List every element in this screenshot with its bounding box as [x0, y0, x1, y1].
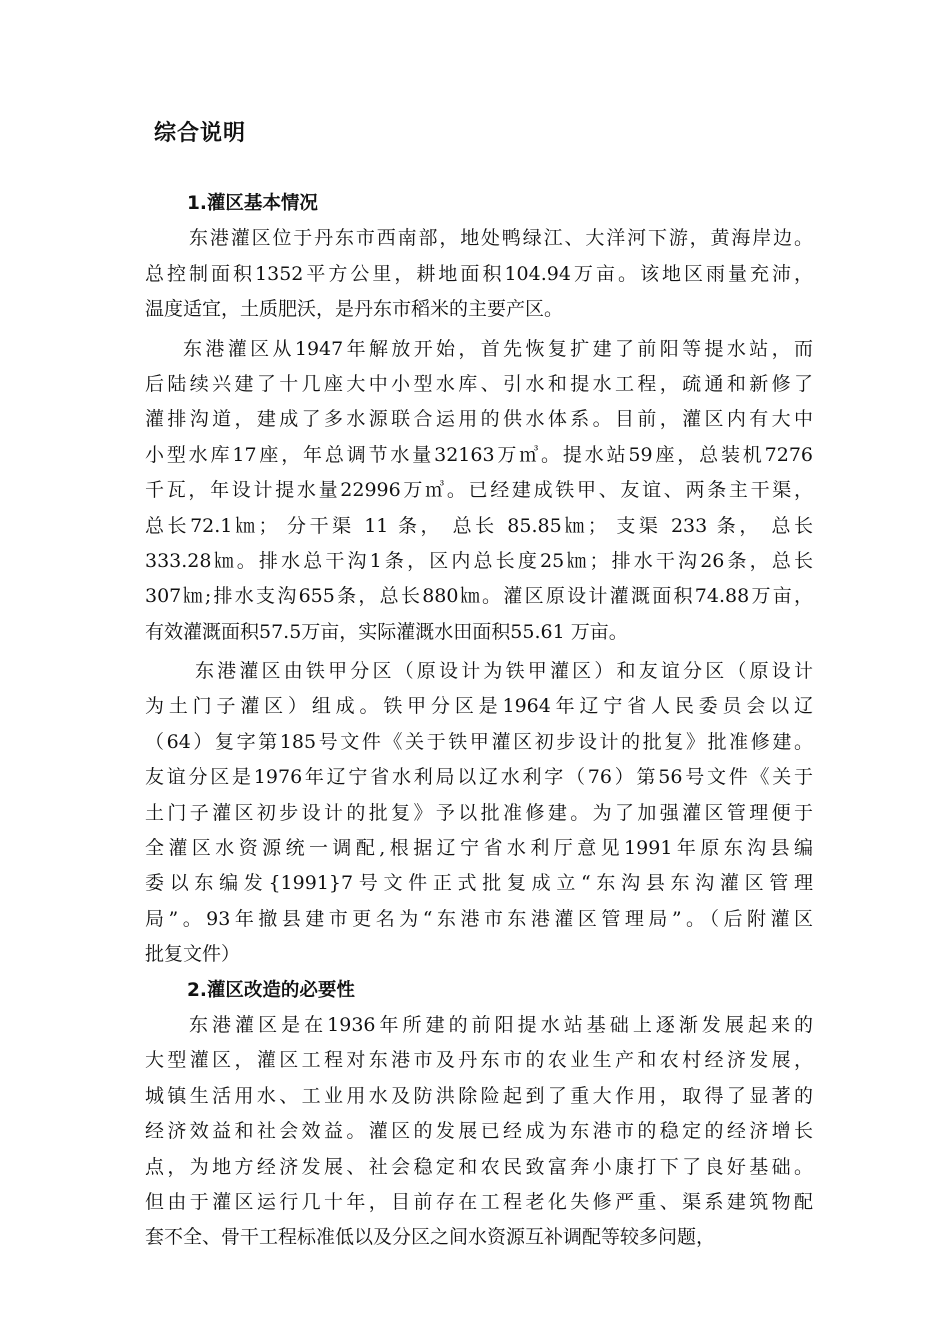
- paragraph-line: 东港灌区从1947年解放开始，首先恢复扩建了前阳等提水站，而: [183, 337, 813, 360]
- paragraph-line: 友谊分区是1976年辽宁省水利局以辽水利字（76）第56号文件《关于: [145, 766, 813, 789]
- paragraph-line: （64）复字第185号文件《关于铁甲灌区初步设计的批复》批准修建。: [145, 730, 813, 753]
- paragraph-line: 点，为地方经济发展、社会稳定和农民致富奔小康打下了良好基础。: [145, 1155, 813, 1178]
- section-heading: 1.灌区基本情况: [187, 193, 318, 214]
- paragraph-line: 333.28㎞。排水总干沟1条，区内总长度25㎞；排水干沟26条，总长: [145, 549, 813, 572]
- paragraph-line: 东港灌区位于丹东市西南部，地处鸭绿江、大洋河下游，黄海岸边。: [189, 227, 813, 250]
- section-heading: 2.灌区改造的必要性: [187, 979, 355, 1001]
- paragraph-line: 东港灌区是在1936年所建的前阳提水站基础上逐渐发展起来的: [189, 1014, 813, 1037]
- paragraph-line: 城镇生活用水、工业用水及防洪除险起到了重大作用，取得了显著的: [145, 1084, 813, 1107]
- paragraph-line: 东港灌区由铁甲分区（原设计为铁甲灌区）和友谊分区（原设计: [195, 660, 813, 683]
- paragraph-line: 温度适宜，土质肥沃，是丹东市稻米的主要产区。: [145, 298, 564, 321]
- paragraph-line: 307㎞;排水支沟655条，总长880㎞。灌区原设计灌溉面积74.88万亩，: [145, 585, 813, 608]
- paragraph: [145, 221, 813, 327]
- paragraph-line: 总控制面积1352平方公里，耕地面积104.94万亩。该地区雨量充沛，: [145, 262, 813, 285]
- paragraph-line: 后陆续兴建了十几座大中小型水库、引水和提水工程，疏通和新修了: [145, 372, 813, 395]
- paragraph: [145, 1008, 813, 1256]
- paragraph-line: 套不全、骨干工程标准低以及分区之间水资源互补调配等较多问题，: [145, 1226, 716, 1249]
- paragraph: [145, 654, 813, 973]
- paragraph-line: 大型灌区，灌区工程对东港市及丹东市的农业生产和农村经济发展，: [145, 1049, 813, 1072]
- paragraph-line: 经济效益和社会效益。灌区的发展已经成为东港市的稳定的经济增长: [145, 1120, 813, 1143]
- document-body: [145, 186, 813, 1256]
- paragraph-line: 有效灌溉面积57.5万亩，实际灌溉水田面积55.61 万亩。: [145, 620, 628, 643]
- paragraph-line: 全灌区水资源统一调配,根据辽宁省水利厅意见1991年原东沟县编: [145, 837, 813, 860]
- paragraph-line: 为土门子灌区）组成。铁甲分区是1964年辽宁省人民委员会以辽: [145, 695, 813, 718]
- paragraph-line: 千瓦，年设计提水量22996万㎥。已经建成铁甲、友谊、两条主干渠，: [145, 479, 813, 502]
- paragraph-line: 但由于灌区运行几十年，目前存在工程老化失修严重、渠系建筑物配: [145, 1190, 813, 1213]
- document-title: 综合说明: [154, 121, 247, 146]
- paragraph-line: 灌排沟道，建成了多水源联合运用的供水体系。目前，灌区内有大中: [145, 408, 813, 431]
- paragraph-line: 土门子灌区初步设计的批复》予以批准修建。为了加强灌区管理便于: [145, 801, 813, 824]
- paragraph-line: 局”。93年撤县建市更名为“东港市东港灌区管理局”。（后附灌区: [145, 907, 813, 930]
- paragraph-line: 小型水库17座，年总调节水量32163万㎥。提水站59座，总装机7276: [145, 443, 813, 466]
- paragraph-line: 委以东编发{1991}7号文件正式批复成立“东沟县东沟灌区管理: [145, 872, 813, 895]
- paragraph: [145, 332, 813, 651]
- paragraph-line: 批复文件）: [145, 943, 241, 966]
- paragraph-line: 总长72.1㎞； 分干渠 11 条， 总长 85.85㎞； 支渠 233 条， 总长: [145, 514, 813, 537]
